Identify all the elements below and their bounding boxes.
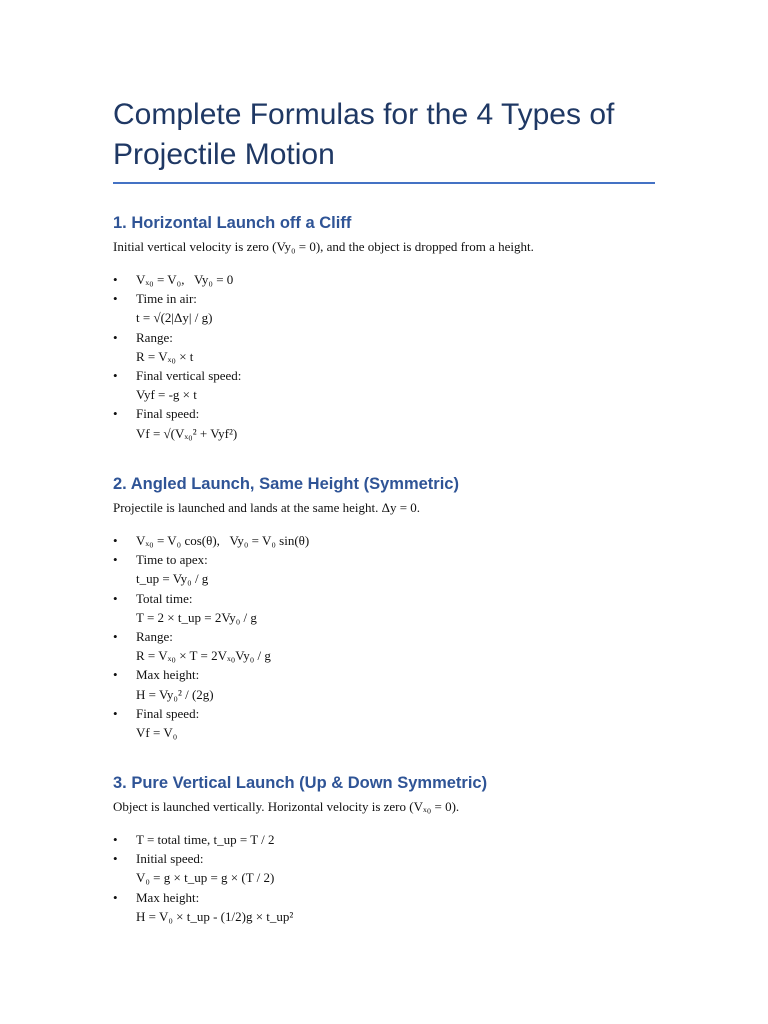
item-formula: Vf = √(Vₓ₀² + Vyf²)	[136, 425, 238, 441]
item-formula: V₀ = g × t_up = g × (T / 2)	[136, 870, 275, 886]
bullet-icon: •	[113, 272, 118, 287]
list-item	[113, 627, 655, 665]
formula-list	[113, 531, 655, 742]
bullet-icon: •	[113, 590, 118, 606]
item-label: Time to apex:	[136, 552, 208, 568]
item-label: Final speed:	[136, 406, 200, 422]
item-formula: R = Vₓ₀ × t	[136, 348, 194, 364]
item-label: Range:	[136, 329, 173, 345]
list-item	[113, 404, 655, 442]
bullet-icon: •	[113, 629, 118, 645]
list-item	[113, 531, 655, 550]
list-item	[113, 665, 655, 703]
list-item	[113, 589, 655, 627]
bullet-icon: •	[113, 667, 118, 683]
item-formula: H = V₀ × t_up - (1/2)g × t_up²	[136, 908, 294, 924]
list-item	[113, 366, 655, 404]
item-formula: t = √(2|Δy| / g)	[136, 310, 213, 326]
item-formula: R = Vₓ₀ × T = 2Vₓ₀Vy₀ / g	[136, 648, 271, 664]
list-item	[113, 704, 655, 742]
list-item	[113, 289, 655, 327]
list-item	[113, 888, 655, 926]
bullet-icon: •	[113, 851, 118, 867]
formula-list	[113, 830, 655, 926]
bullet-icon: •	[113, 406, 118, 422]
item-label: Final vertical speed:	[136, 368, 242, 384]
item-label: T = total time, t_up = T / 2	[136, 832, 275, 847]
item-formula: T = 2 × t_up = 2Vy₀ / g	[136, 609, 257, 625]
item-label: Vₓ₀ = V₀ cos(θ), Vy₀ = V₀ sin(θ)	[136, 533, 310, 548]
item-label: Time in air:	[136, 291, 197, 307]
bullet-icon: •	[113, 329, 118, 345]
item-label: Initial speed:	[136, 851, 204, 867]
section-intro: Object is launched vertically. Horizontal velocity is zero (Vₓ₀ = 0).	[113, 799, 460, 814]
bullet-icon: •	[113, 291, 118, 307]
section-heading: 2. Angled Launch, Same Height (Symmetric)	[113, 475, 459, 493]
bullet-icon: •	[113, 832, 118, 847]
item-label: Final speed:	[136, 705, 200, 721]
section-1	[113, 212, 655, 443]
section-intro: Projectile is launched and lands at the same height. Δy = 0.	[113, 500, 421, 515]
item-formula: t_up = Vy₀ / g	[136, 571, 209, 587]
item-formula: H = Vy₀² / (2g)	[136, 686, 214, 702]
item-formula: Vf = V₀	[136, 725, 178, 741]
bullet-icon: •	[113, 368, 118, 384]
bullet-icon: •	[113, 533, 118, 548]
bullet-icon: •	[113, 552, 118, 568]
section-heading: 1. Horizontal Launch off a Cliff	[113, 214, 352, 232]
section-intro: Initial vertical velocity is zero (Vy₀ = 0), and the object is dropped from a height.	[113, 239, 534, 254]
item-formula: Vyf = -g × t	[136, 387, 197, 403]
item-label: Max height:	[136, 667, 200, 683]
list-item	[113, 849, 655, 887]
section-heading: 3. Pure Vertical Launch (Up & Down Symmetric)	[113, 774, 488, 792]
list-item	[113, 550, 655, 588]
item-label: Total time:	[136, 590, 193, 606]
document-title: Complete Formulas for the 4 Types of Projectile Motion	[113, 98, 615, 171]
document-page	[113, 95, 655, 184]
list-item	[113, 830, 655, 849]
section-3	[113, 772, 655, 926]
list-item	[113, 328, 655, 366]
formula-list	[113, 270, 655, 443]
section-2	[113, 473, 655, 742]
item-label: Range:	[136, 629, 173, 645]
item-label: Max height:	[136, 889, 200, 905]
title-underline	[113, 182, 655, 184]
bullet-icon: •	[113, 705, 118, 721]
bullet-icon: •	[113, 889, 118, 905]
list-item	[113, 270, 655, 289]
item-label: Vₓ₀ = V₀, Vy₀ = 0	[136, 272, 234, 287]
